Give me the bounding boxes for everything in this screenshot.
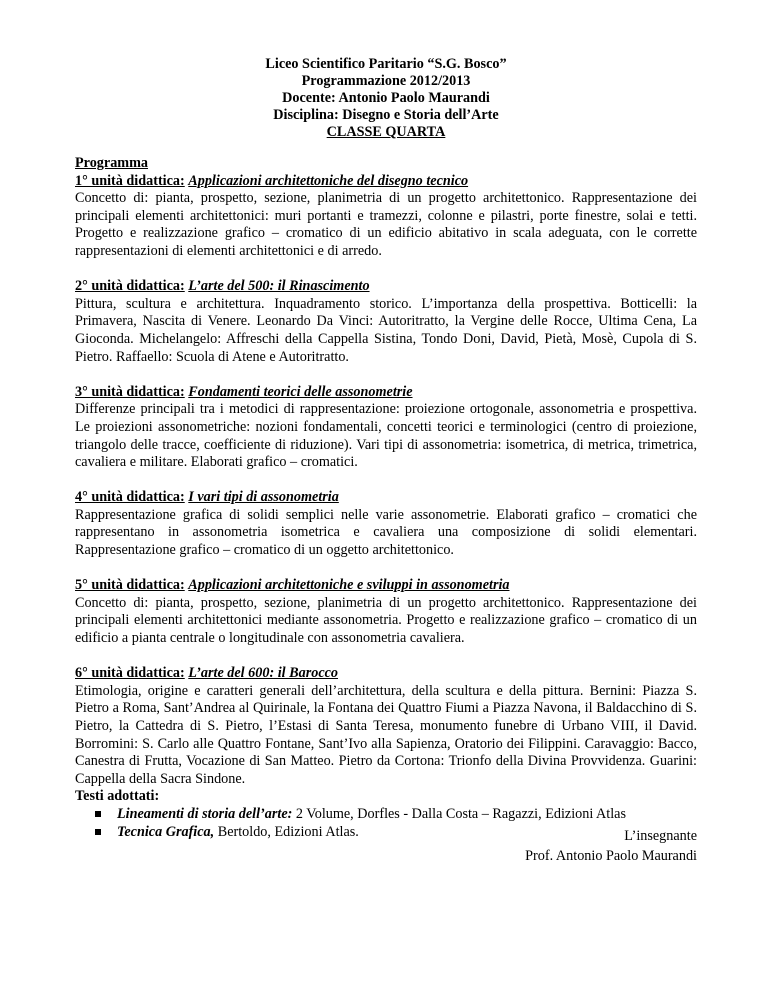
signature-name: Prof. Antonio Paolo Maurandi [525, 848, 697, 864]
unit-description: Etimologia, origine e caratteri generali dell’architettura, della scultura e della pittura. Bernini: Piazza S. Pietro a Roma, Sant’Andrea al Quirinale, la Fontana dei Quattro Fiumi a Piazza Navona, il Baldacchino di S. Pietro, la Cattedra di S. Pietro, l’Estasi di Santa Teresa, monumento funebre di Urbano VIII, il David. Borromini: S. Carlo alle Quattro Fontane, Sant’Ivo alla Sapienza, Oratorio dei Filippini. Caravaggio: Bacco, Canestra di Frutta, Vocazione di San Matteo. Pietro da Cortona: Trionfo della Divina Provvidenza. Guarini: Cappella della Sacra Sindone. [75, 682, 697, 787]
signature-block [525, 826, 697, 866]
unit-section [75, 665, 697, 788]
unit-section [75, 489, 697, 559]
unit-section [75, 278, 697, 366]
unit-label: 3° unità didattica: [75, 383, 185, 400]
texts-heading: Testi adottati: [75, 788, 160, 805]
unit-section [75, 173, 697, 261]
unit-label: 6° unità didattica: [75, 665, 185, 682]
unit-description: Concetto di: pianta, prospetto, sezione, planimetria di un progetto architettonico. Rappresentazione dei principali elementi architettonici mediante assonometria. Progetto e realizzazione grafico – cromatico di un edificio a pianta centrale o longitudinale con assonometria cavaliera. [75, 594, 697, 647]
unit-title [75, 665, 697, 683]
unit-title [75, 489, 697, 507]
unit-description: Pittura, scultura e architettura. Inquadramento storico. L’importanza della prospettiva. Botticelli: la Primavera, Nascita di Venere. Leonardo Da Vinci: Autoritratto, la Vergine delle Rocce, Ultima Cena, La Gioconda. Michelangelo: Affreschi della Cappella Sistina, Tondo Doni, David, Pietà, Mosè, Cupola di S. Pietro. Raffaello: Scuola di Atene e Autoritratto. [75, 295, 697, 365]
unit-description: Concetto di: pianta, prospetto, sezione, planimetria di un progetto architettonico. Rappresentazione dei principali elementi architettonici: muri portanti e tramezzi, colonne e pilastri, porte finestre, solai e tetti. Progetto e realizzazione grafico – cromatico di un edificio abitativo in scala adeguata, con le corrette rappresentazioni di elementi architettonici e di arredo. [75, 190, 697, 259]
unit-name: I vari tipi di assonometria [188, 489, 339, 506]
subject-name: Disciplina: Disegno e Storia dell’Arte [273, 107, 499, 123]
program-body [75, 155, 697, 841]
unit-title [75, 384, 697, 402]
teacher-name: Docente: Antonio Paolo Maurandi [282, 90, 490, 106]
unit-title [75, 173, 697, 191]
unit-label: 4° unità didattica: [75, 489, 185, 506]
book-details: Bertoldo, Edizioni Atlas. [214, 823, 359, 840]
square-bullet-icon [95, 829, 101, 835]
school-name: Liceo Scientifico Paritario “S.G. Bosco” [265, 56, 507, 72]
unit-name: L’arte del 500: il Rinascimento [188, 278, 370, 295]
unit-section [75, 577, 697, 647]
unit-title [75, 278, 697, 296]
unit-title [75, 577, 697, 595]
programma-heading: Programma [75, 155, 149, 171]
unit-section [75, 384, 697, 472]
book-item [95, 806, 697, 824]
class-name: CLASSE QUARTA [326, 124, 446, 140]
unit-name: Fondamenti teorici delle assonometrie [188, 383, 413, 400]
unit-label: 5° unità didattica: [75, 577, 185, 594]
unit-name: Applicazioni architettoniche e sviluppi in assonometria [188, 577, 510, 594]
unit-label: 2° unità didattica: [75, 278, 185, 295]
unit-label: 1° unità didattica: [75, 172, 185, 189]
signature-role: L’insegnante [624, 828, 697, 844]
book-title: Tecnica Grafica, [117, 823, 215, 840]
square-bullet-icon [95, 811, 101, 817]
unit-description: Differenze principali tra i metodici di rappresentazione: proiezione ortogonale, assonometria e prospettiva. Le proiezioni assonometriche: nozioni fondamentali, concetti teorici e terminologici (centro di proiezione, triangolo delle tracce, coefficiente di riduzione). Vari tipi di assonometria: isometrica, di metrica, trimetrica, cavaliera e militare. Elaborati grafico – cromatici. [75, 401, 697, 471]
book-title: Lineamenti di storia dell’arte: [117, 805, 293, 822]
document-header [75, 56, 697, 141]
book-details: 2 Volume, Dorfles - Dalla Costa – Ragazzi, Edizioni Atlas [292, 805, 626, 822]
program-year: Programmazione 2012/2013 [301, 73, 471, 89]
unit-name: Applicazioni architettoniche del disegno tecnico [188, 172, 469, 189]
unit-description: Rappresentazione grafica di solidi semplici nelle varie assonometrie. Elaborati grafico – cromatici che rappresentano in assonometria isometrica e cavaliera una composizione di solidi elementari. Rappresentazione grafico – cromatico di un oggetto architettonico. [75, 506, 697, 559]
unit-name: L’arte del 600: il Barocco [188, 665, 339, 682]
